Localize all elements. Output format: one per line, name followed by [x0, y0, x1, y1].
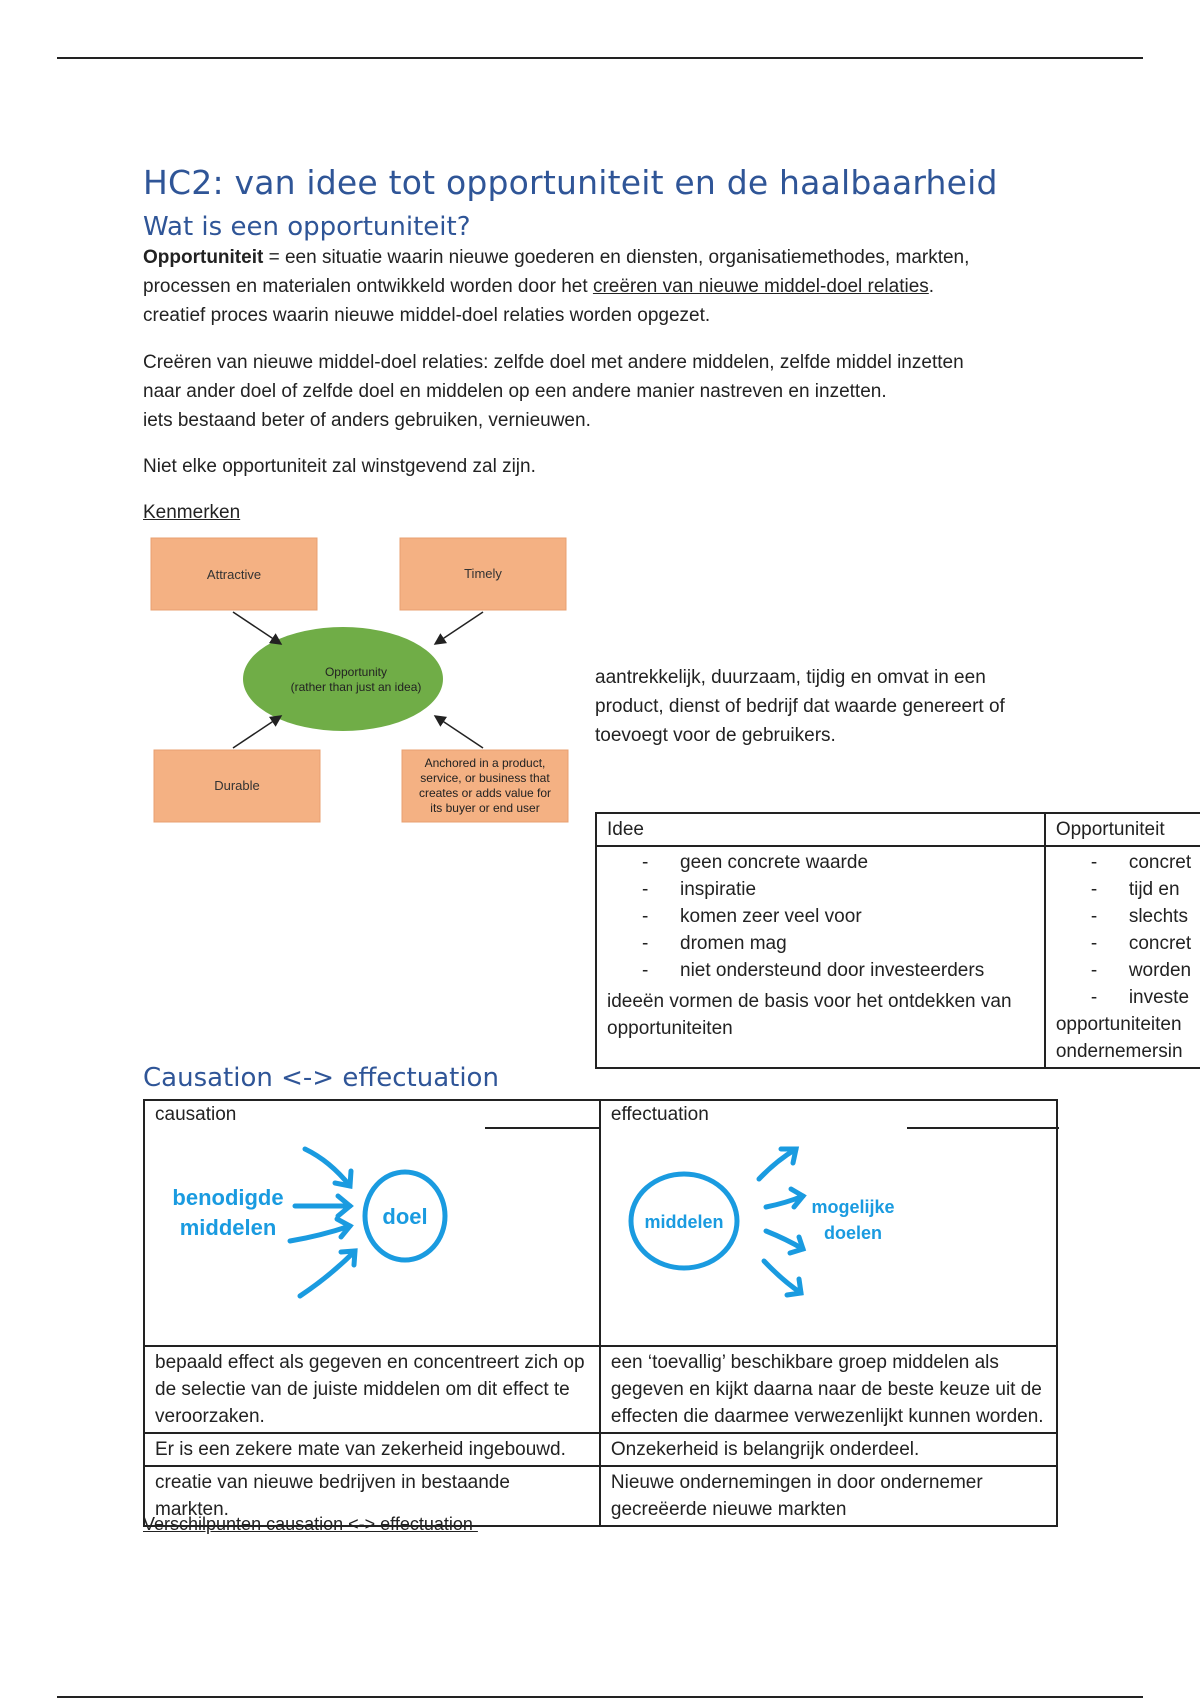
anchored-line1: Anchored in a product, [424, 756, 546, 770]
table-row [144, 1433, 1057, 1466]
opportuniteit-header: Opportuniteit [1045, 813, 1200, 846]
effectuation-header: effectuation [610, 1104, 709, 1125]
causation-header-cell [144, 1100, 600, 1346]
effectuation-cell: Onzekerheid is belangrijk onderdeel. [600, 1433, 1057, 1466]
section-heading-opportunity: Wat is een opportuniteit? [143, 212, 471, 242]
idee-footer-line2: opportuniteiten [607, 1018, 733, 1039]
section-heading-causation: Causation <-> effectuation [143, 1063, 499, 1093]
definition-term: Opportuniteit [143, 247, 264, 268]
causation-circle-label: doel [382, 1204, 428, 1229]
list-item: - niet ondersteund door investeerders [607, 957, 1034, 984]
list-item: - dromen mag [607, 930, 1034, 957]
timely-label: Timely [464, 566, 502, 581]
p2-line3: iets bestaand beter of anders gebruiken, vernieuwen. [143, 410, 591, 431]
list-item: - komen zeer veel voor [607, 903, 1034, 930]
idee-cell [596, 846, 1045, 1068]
list-item: - investe [1056, 984, 1200, 1011]
effectuation-right-line1: mogelijke [811, 1197, 895, 1217]
effectuation-cell: Nieuwe ondernemingen in door ondernemer gecreëerde nieuwe markten [600, 1466, 1057, 1526]
definition-line2a: processen en materialen ontwikkeld worden door het [143, 276, 593, 297]
footer-rule [57, 1696, 1143, 1698]
kenmerken-line3: toevoegt voor de gebruikers. [595, 725, 836, 746]
opportuniteit-cell [1045, 846, 1200, 1068]
effectuation-arrow-1 [759, 1149, 796, 1179]
anchored-line3: creates or adds value for [418, 786, 552, 800]
attractive-label: Attractive [206, 567, 262, 582]
definition-line1: = een situatie waarin nieuwe goederen en diensten, organisatiemethodes, markten, [263, 247, 970, 268]
p2-line2: naar ander doel of zelfde doel en middelen op een andere manier nastreven en inzetten. [143, 381, 887, 402]
center-line1: Opportunity [324, 665, 388, 679]
table-caption: Verschilpunten causation <-> effectuation [143, 1514, 478, 1534]
effectuation-arrow-4 [764, 1261, 801, 1293]
causation-cell: creatie van nieuwe bedrijven in bestaande markten. [144, 1466, 600, 1526]
center-line2: (rather than just an idea) [290, 680, 422, 694]
winstgevend-paragraph: Niet elke opportuniteit zal winstgevend zal zijn. [143, 456, 536, 477]
definition-line2b: . [928, 276, 935, 297]
causation-cell: Er is een zekere mate van zekerheid ingebouwd. [144, 1433, 600, 1466]
opp-footer-line1: opportuniteiten [1055, 1014, 1182, 1035]
causation-cell: bepaald effect als gegeven en concentreert zich op de selectie van de juiste middelen om dit effect te veroorzaken. [144, 1346, 600, 1433]
idee-footer-line1: ideeën vormen de basis voor het ontdekken van [607, 991, 1012, 1012]
opp-footer-line2: ondernemersin [1055, 1041, 1183, 1062]
causation-illustration [155, 1121, 485, 1311]
list-item: - slechts [1056, 903, 1200, 930]
anchored-line2: service, or business that [420, 771, 550, 785]
list-item: - geen concrete waarde [607, 849, 1034, 876]
opportuniteit-list [1056, 849, 1200, 1011]
list-item: - tijd en [1056, 876, 1200, 903]
causation-arrow-1 [305, 1149, 350, 1186]
causation-left-line1: benodigde [172, 1185, 284, 1210]
p2-line1: Creëren van nieuwe middel-doel relaties: zelfde doel met andere middelen, zelfde middel inzetten [143, 352, 964, 373]
idee-list [607, 849, 1034, 984]
causation-arrow-4 [300, 1251, 355, 1296]
definition-underlined: creëren van nieuwe middel-doel relaties [592, 276, 929, 297]
table-row [144, 1346, 1057, 1433]
idee-vs-opportuniteit-table [595, 812, 1200, 1069]
kenmerken-line1: aantrekkelijk, duurzaam, tijdig en omvat in een [595, 667, 986, 688]
effectuation-circle-label: middelen [644, 1212, 724, 1232]
list-item: - worden [1056, 957, 1200, 984]
list-item: - inspiratie [607, 876, 1034, 903]
kenmerken-line2: product, dienst of bedrijf dat waarde genereert of [595, 696, 1005, 717]
effectuation-right-line2: doelen [823, 1223, 882, 1243]
idee-header: Idee [596, 813, 1045, 846]
list-item: - concret [1056, 849, 1200, 876]
page-title: HC2: van idee tot opportuniteit en de haalbaarheid [143, 163, 998, 202]
anchored-line4: its buyer or end user [430, 801, 540, 815]
effectuation-header-cell [600, 1100, 1057, 1346]
effectuation-cell: een ‘toevallig’ beschikbare groep middelen als gegeven en kijkt daarna naar de beste keuze uit de effecten die daarmee verwezenlijkt kunnen worden. [600, 1346, 1057, 1433]
causation-effectuation-table [143, 1099, 1058, 1527]
effectuation-illustration [621, 1121, 911, 1311]
durable-label: Durable [214, 778, 260, 793]
causation-header: causation [155, 1104, 237, 1125]
definition-line3: creatief proces waarin nieuwe middel-doel relaties worden opgezet. [143, 305, 711, 326]
kenmerken-label: Kenmerken [143, 502, 241, 523]
list-item: - concret [1056, 930, 1200, 957]
causation-left-line2: middelen [179, 1215, 277, 1240]
